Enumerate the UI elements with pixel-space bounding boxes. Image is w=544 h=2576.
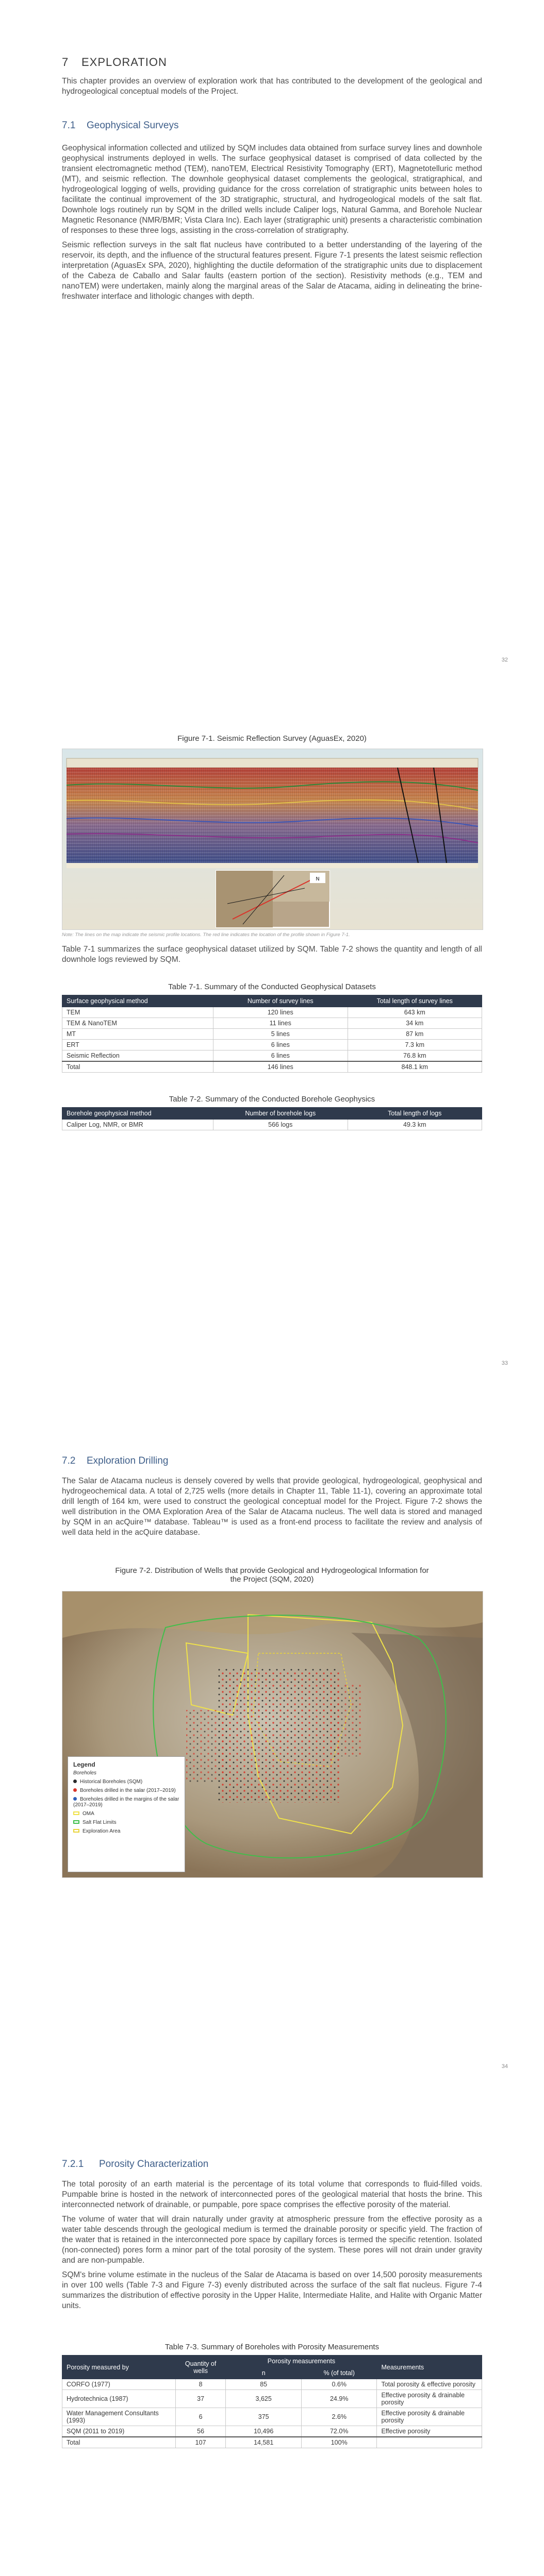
table-7-3 — [62, 2355, 482, 2448]
table-cell: 76.8 km — [348, 1050, 482, 1062]
legend-item — [73, 1828, 179, 1834]
dashed-outline-icon — [73, 1829, 79, 1833]
table-cell: 566 logs — [213, 1120, 348, 1130]
figure-7-2-caption-line1: Figure 7-2. Distribution of Wells that provide Geological and Hydrogeological Information for — [115, 1566, 429, 1575]
table-cell: Total porosity & effective porosity — [377, 2379, 482, 2390]
table-row — [62, 2379, 482, 2390]
table-cell: 3,625 — [226, 2390, 302, 2408]
page-35 — [0, 2110, 544, 2576]
page-number: 32 — [501, 657, 508, 663]
table-total-row — [62, 1061, 482, 1073]
table-7-2 — [62, 1107, 482, 1130]
table-cell: ERT — [62, 1040, 213, 1050]
table-row — [62, 1029, 482, 1040]
table-header: % (of total) — [301, 2367, 377, 2379]
table-cell: 0.6% — [301, 2379, 377, 2390]
paragraph-brine-volume: SQM's brine volume estimate in the nucleus of the Salar de Atacama is based on over 14,500 porosity measurements in over 100 wells (Table 7-3 and Figure 7-3) evenly distributed across the surface of the salt flat nucleus. Figure 7-4 summarizes the distribution of effective porosity in the Upper Halite, Intermediate Halite, and Halite with Organic Matter units. — [62, 2270, 482, 2310]
legend-label: OMA — [83, 1811, 94, 1817]
table-cell: 7.3 km — [348, 1040, 482, 1050]
table-header: Number of survey lines — [213, 995, 348, 1007]
table-header: Number of borehole logs — [213, 1108, 348, 1120]
paragraph-geophysical-info: Geophysical information collected and utilized by SQM includes data obtained from surface survey lines and downhole geophysical instruments deployed in wells. The surface geophysical dataset is comprised of data collected by the transient electromagnetic method (TEM), nanoTEM, Electrical Resistivity Tomography (ERT), Magnetotelluric method (MT), and seismic reflection. The downhole geophysical dataset complements the geological, stratigraphical, and hydrogeological logging of wells, providing guidance for the cross correlation of stratigraphic units between holes to facilitate the continual improvement of the 3D stratigraphic, structural, and hydrogeological models of the salt flat. Downhole logs routinely run by SQM in the drilled wells include Caliper logs, Natural Gamma, and Borehole Nuclear Magnetic Resonance (NMR/BMR; Vista Clara Inc). Each layer (stratigraphic unit) presents a characteristic combination of responses to these three logs, assisting in the cross-correlation of stratigraphy. — [62, 144, 482, 235]
table-cell — [377, 2437, 482, 2448]
table-cell: 37 — [175, 2390, 226, 2408]
table-cell: CORFO (1977) — [62, 2379, 176, 2390]
table-cell: 107 — [175, 2437, 226, 2448]
legend-subtitle: Boreholes — [73, 1770, 97, 1776]
figure-7-1-note: Note: The lines on the map indicate the seismic profile locations. The red line indicates the location of the profile shown in Figure 7-1. — [62, 932, 350, 938]
page-34 — [0, 1406, 544, 2110]
figure-7-2-caption-line2: the Project (SQM, 2020) — [230, 1575, 314, 1584]
table-row — [62, 1050, 482, 1062]
table-cell: 11 lines — [213, 1018, 348, 1029]
section-number: 7.2 — [62, 1455, 76, 1466]
table-cell: 85 — [226, 2379, 302, 2390]
legend-item — [73, 1797, 179, 1808]
legend-item — [73, 1779, 179, 1785]
table-cell: Effective porosity — [377, 2426, 482, 2437]
table-cell: Total — [62, 2437, 176, 2448]
table-header: Surface geophysical method — [62, 995, 213, 1007]
table-cell: 72.0% — [301, 2426, 377, 2437]
table-row — [62, 1120, 482, 1130]
black-dot-icon — [73, 1780, 77, 1783]
paragraph-drainable-porosity: The volume of water that will drain naturally under gravity at atmospheric pressure from the effective porosity as a water table descends through the geological medium is termed the drainable porosity or specific yield. The fraction of the water that is retained in the interconnected pore space by capillary forces is termed the specific retention. Isolated (non-connected) pores form a minor part of the total porosity of the system. These pores will not drain under gravity and are non-pumpable. — [62, 2215, 482, 2265]
table-7-1 — [62, 995, 482, 1073]
table-cell: 643 km — [348, 1007, 482, 1018]
table-cell: 120 lines — [213, 1007, 348, 1018]
legend-label: Boreholes drilled in the salar (2017–2019) — [80, 1788, 176, 1793]
table-cell: 49.3 km — [348, 1120, 482, 1130]
yellow-outline-icon — [73, 1811, 79, 1815]
table-header: Quantity of wells — [175, 2355, 226, 2379]
table-row — [62, 1040, 482, 1050]
table-cell: 6 lines — [213, 1050, 348, 1062]
green-outline-icon — [73, 1820, 79, 1824]
table-cell: Water Management Consultants (1993) — [62, 2408, 176, 2426]
table-cell: Total — [62, 1061, 213, 1073]
chapter-intro: This chapter provides an overview of exploration work that has contributed to the development of the geological and hydrogeological conceptual models of the Project. — [62, 77, 482, 96]
table-header: Porosity measured by — [62, 2355, 176, 2379]
figure-7-1-caption: Figure 7-1. Seismic Reflection Survey (AguasEx, 2020) — [177, 734, 367, 743]
table-header: n — [226, 2367, 302, 2379]
red-dot-icon — [73, 1788, 77, 1792]
section-title: Geophysical Surveys — [87, 120, 179, 131]
section-title: Porosity Characterization — [99, 2159, 209, 2170]
table-cell: 6 lines — [213, 1040, 348, 1050]
table-cell: 848.1 km — [348, 1061, 482, 1073]
paragraph-exploration-drilling: The Salar de Atacama nucleus is densely covered by wells that provide geological, hydrogeological, geophysical and hydrogeochemical data. A total of 2,725 wells (more details in Chapter 11, Table 11-1), covering an approximate total drill length of 164 km, were used to construct the geological conceptual model for the Project. Figure 7-2 shows the well distribution in the OMA Exploration Area of the Salar de Atacama nucleus. The well data is stored and managed by SQM in an acQuire™ database. Tableau™ is used as a front-end process to facilitate the review and analysis of well data held in the acQuire database. — [62, 1477, 482, 1537]
table-cell: Seismic Reflection — [62, 1050, 213, 1062]
table-cell: 10,496 — [226, 2426, 302, 2437]
section-heading-7-2 — [62, 1455, 482, 1467]
blue-dot-icon — [73, 1797, 77, 1801]
section-title: Exploration Drilling — [87, 1455, 169, 1466]
table-row — [62, 1018, 482, 1029]
table-row — [62, 2390, 482, 2408]
paragraph-total-porosity: The total porosity of an earth material is the percentage of its total volume that corresponds to fluid-filled voids. Pumpable brine is hosted in the network of interconnected pores of the geological material that hosts the brine. This interconnected network of drainable, or pumpable, pore space comprises the effective porosity of the material. — [62, 2180, 482, 2209]
table-cell: 100% — [301, 2437, 377, 2448]
chapter-title: EXPLORATION — [81, 56, 167, 69]
table-row — [62, 2426, 482, 2437]
seismic-section-graphic — [62, 749, 483, 929]
paragraph-table-summary: Table 7-1 summarizes the surface geophysical dataset utilized by SQM. Table 7-2 shows the quantity and length of all downhole logs reviewed by SQM. — [62, 945, 482, 964]
page-number: 33 — [501, 1360, 508, 1366]
table-7-3-caption: Table 7-3. Summary of Boreholes with Porosity Measurements — [164, 2343, 380, 2351]
section-number: 7.1 — [62, 120, 76, 131]
table-cell: Hydrotechnica (1987) — [62, 2390, 176, 2408]
table-cell: Caliper Log, NMR, or BMR — [62, 1120, 213, 1130]
page-32 — [0, 0, 544, 703]
legend-item — [73, 1820, 179, 1825]
svg-text:N: N — [316, 876, 320, 882]
table-header: Measurements — [377, 2355, 482, 2379]
table-7-2-caption: Table 7-2. Summary of the Conducted Borehole Geophysics — [169, 1095, 375, 1104]
table-cell: TEM & NanoTEM — [62, 1018, 213, 1029]
legend-label: Historical Boreholes (SQM) — [80, 1779, 143, 1785]
seismic-section-figure — [62, 749, 483, 930]
well-distribution-map — [62, 1591, 483, 1878]
section-heading-7-2-1 — [62, 2159, 482, 2170]
table-cell: TEM — [62, 1007, 213, 1018]
table-cell: 56 — [175, 2426, 226, 2437]
table-cell: 5 lines — [213, 1029, 348, 1040]
table-cell: MT — [62, 1029, 213, 1040]
table-cell: 6 — [175, 2408, 226, 2426]
table-header: Total length of survey lines — [348, 995, 482, 1007]
chapter-heading — [62, 56, 482, 69]
legend-item — [73, 1811, 179, 1817]
table-header: Porosity measurements — [226, 2355, 377, 2367]
section-heading-7-1 — [62, 120, 482, 131]
table-cell: 8 — [175, 2379, 226, 2390]
table-cell: 146 lines — [213, 1061, 348, 1073]
table-cell: 2.6% — [301, 2408, 377, 2426]
table-row — [62, 1007, 482, 1018]
table-cell: Effective porosity & drainable porosity — [377, 2408, 482, 2426]
paragraph-seismic-reflection: Seismic reflection surveys in the salt flat nucleus have contributed to a better understanding of the layering of the reservoir, its depth, and the influence of the structural features present. Figure 7-1 presents the latest seismic reflection interpretation (AguasEx SPA, 2020), highlighting the ductile deformation of the stratigraphic units due to displacement of the Cabeza de Caballo and Salar faults (eastern portion of the section). Resistivity methods (e.g., TEM and nanoTEM) were undertaken, mainly along the marginal areas of the Salar de Atacama, aiding in delineating the brine-freshwater interface and lithologic changes with depth. — [62, 241, 482, 301]
table-cell: SQM (2011 to 2019) — [62, 2426, 176, 2437]
table-cell: Effective porosity & drainable porosity — [377, 2390, 482, 2408]
legend-title: Legend — [73, 1761, 95, 1768]
table-cell: 87 km — [348, 1029, 482, 1040]
page-33 — [0, 703, 544, 1406]
table-total-row — [62, 2437, 482, 2448]
table-header: Total length of logs — [348, 1108, 482, 1120]
legend-label: Salt Flat Limits — [83, 1820, 117, 1825]
table-row — [62, 2408, 482, 2426]
chapter-number: 7 — [62, 56, 69, 69]
legend-label: Boreholes drilled in the margins of the salar (2017–2019) — [73, 1797, 179, 1808]
table-cell: 375 — [226, 2408, 302, 2426]
table-cell: 14,581 — [226, 2437, 302, 2448]
table-cell: 24.9% — [301, 2390, 377, 2408]
table-cell: 34 km — [348, 1018, 482, 1029]
page-number: 34 — [501, 2063, 508, 2070]
table-header: Borehole geophysical method — [62, 1108, 213, 1120]
legend-label: Exploration Area — [83, 1828, 121, 1834]
map-legend — [68, 1756, 185, 1872]
legend-item — [73, 1788, 179, 1793]
table-7-1-caption: Table 7-1. Summary of the Conducted Geophysical Datasets — [168, 982, 376, 991]
section-number: 7.2.1 — [62, 2159, 84, 2170]
